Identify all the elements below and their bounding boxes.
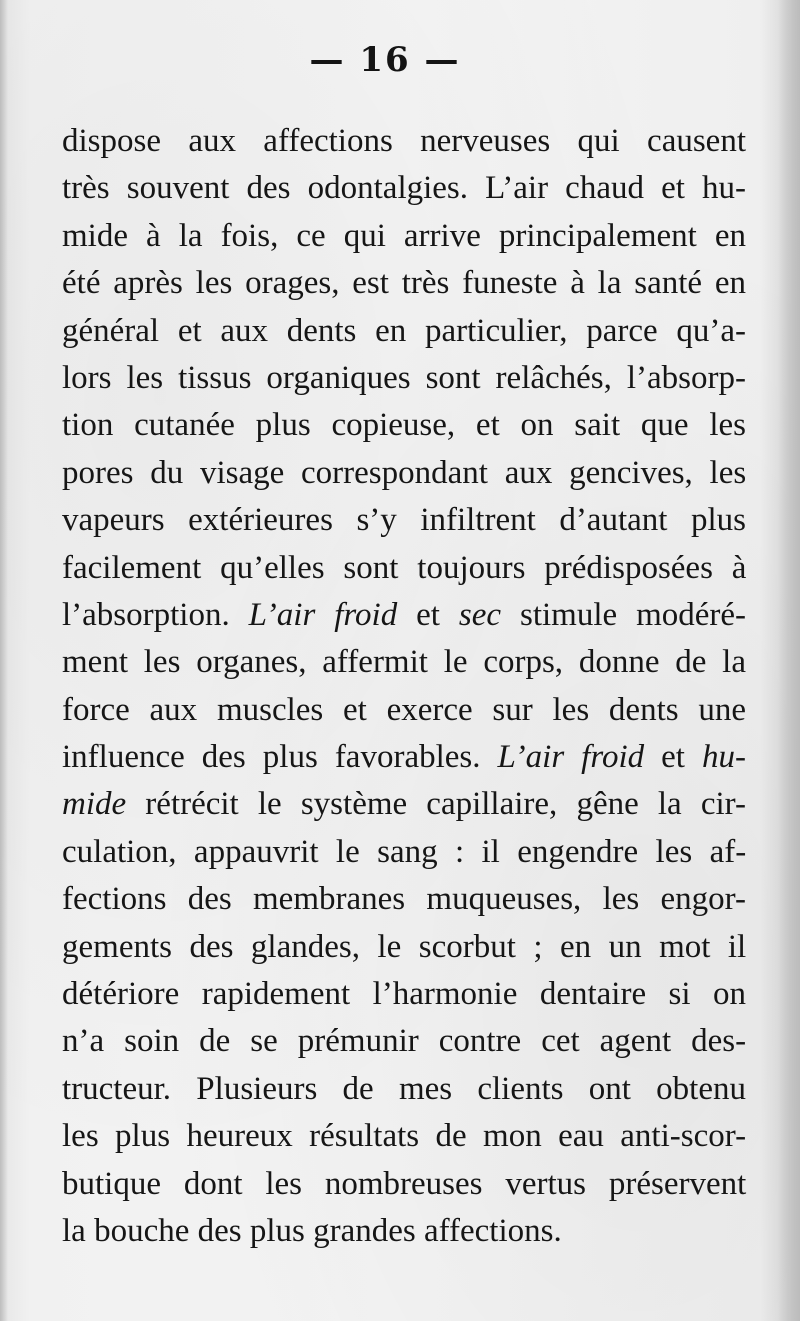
- text-line: les plus heureux résultats de mon eau anti-scor-: [62, 1118, 747, 1155]
- page-right-shadow: [778, 0, 800, 1321]
- text-line: tructeur. Plusieurs de mes clients ont obtenu: [62, 1070, 746, 1107]
- text-line: force aux muscles et exerce sur les dents une: [62, 691, 746, 728]
- text-line: détériore rapidement l’harmonie dentaire si on: [62, 976, 746, 1013]
- italic-phrase: sec: [458, 596, 502, 633]
- italic-phrase: L’air froid: [248, 596, 398, 633]
- page-left-shadow: [0, 0, 8, 1321]
- text-line: tion cutanée plus copieuse, et on sait que les: [62, 407, 746, 444]
- text-line: mide à la fois, ce qui arrive principalement en: [62, 217, 746, 254]
- text-line-italic-mixed: mide rétrécit le système capillaire, gêne la cir-: [62, 786, 746, 823]
- italic-phrase: hu-: [702, 739, 746, 776]
- text-line: facilement qu’elles sont toujours prédisposées à: [62, 549, 747, 586]
- text-line-italic-mixed: l’absorption. L’air froid et sec stimule modéré-: [62, 596, 747, 633]
- page-number: — 16 —: [309, 40, 461, 80]
- text-line: dispose aux affections nerveuses qui causent: [62, 123, 746, 159]
- text-line: gements des glandes, le scorbut ; en un mot il: [62, 928, 747, 965]
- text-line-italic-mixed: influence des plus favorables. L’air froid et hu-: [62, 739, 746, 776]
- text-line: culation, appauvrit le sang : il engendre les af-: [62, 833, 747, 870]
- text-line: général et aux dents en particulier, parce qu’a-: [62, 312, 746, 349]
- text-line: vapeurs extérieures s’y infiltrent d’autant plus: [62, 502, 746, 539]
- text-line: lors les tissus organiques sont relâchés, l’absorp-: [62, 359, 746, 396]
- text-line: n’a soin de se prémunir contre cet agent des-: [62, 1023, 747, 1060]
- text-line-last: la bouche des plus grandes affections.: [62, 1212, 562, 1249]
- body-paragraph: [62, 118, 746, 1255]
- text-line: pores du visage correspondant aux gencives, les: [62, 454, 747, 491]
- italic-phrase: L’air froid: [497, 739, 645, 776]
- italic-phrase: mide: [62, 786, 127, 823]
- text-line: très souvent des odontalgies. L’air chaud et hu-: [62, 170, 746, 207]
- text-line: butique dont les nombreuses vertus préservent: [62, 1165, 747, 1202]
- text-line: fections des membranes muqueuses, les engor-: [62, 881, 746, 918]
- text-line: ment les organes, affermit le corps, donne de la: [62, 644, 746, 681]
- text-line: été après les orages, est très funeste à la santé en: [62, 265, 746, 302]
